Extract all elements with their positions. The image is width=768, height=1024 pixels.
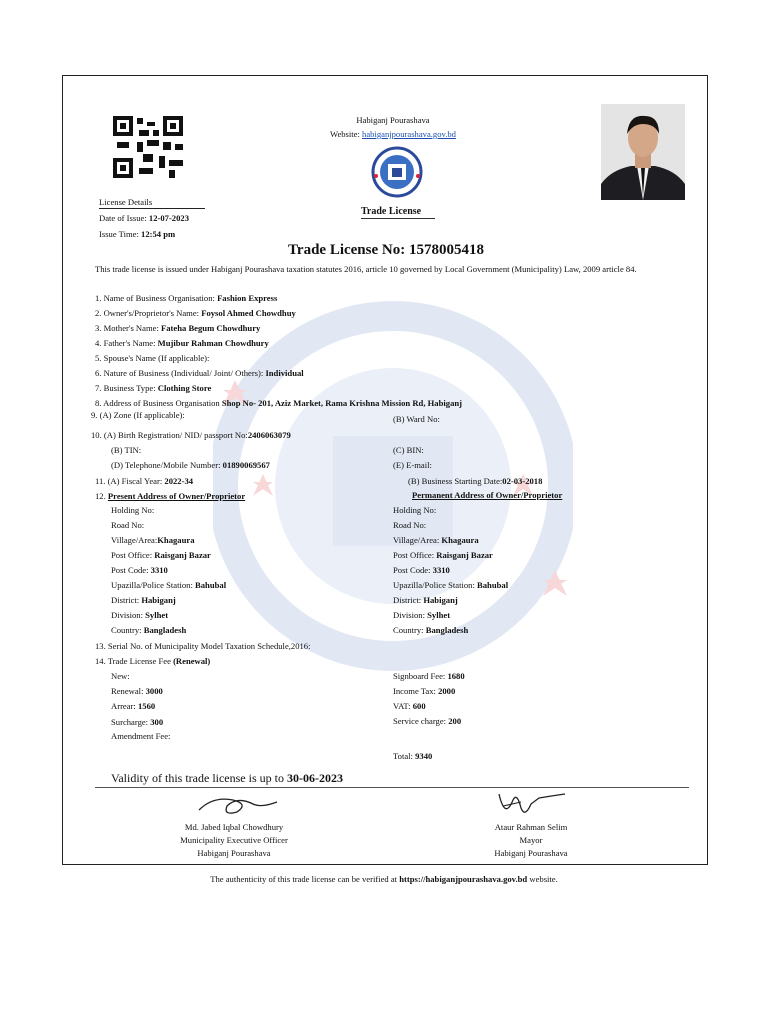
fee-heading: 14. Trade License Fee (Renewal): [95, 656, 211, 666]
birth-row: 10. (A) Birth Registration/ NID/ passport No:2406063079: [91, 430, 291, 440]
signatory-left-org: Habiganj Pourashava: [197, 848, 271, 858]
email-row: (E) E-mail:: [393, 460, 432, 470]
qr-code-icon: [113, 116, 183, 178]
fee-total: Total: 9340: [393, 751, 433, 761]
intro-paragraph: This trade license is issued under Habiganj Pourashava taxation statutes 2016, article 10 governed by Local Government (Municipality) Law, 2009 article 84.: [95, 264, 637, 274]
signatory-right-name: Ataur Rahman Selim: [494, 822, 568, 832]
permanent-district: District: Habiganj: [393, 595, 458, 605]
present-district: District: Habiganj: [111, 595, 176, 605]
owner-row: 2. Owner's/Proprietor's Name: Foysol Ahmed Chowdhuy: [95, 308, 296, 318]
signature-right-block: [461, 821, 601, 860]
signatory-right-role: Mayor: [519, 835, 543, 845]
present-upazila: Upazilla/Police Station: Bahubal: [111, 580, 227, 590]
verification-link[interactable]: https://habiganjpourashava.gov.bd: [399, 874, 528, 884]
fee-income-tax: Income Tax: 2000: [393, 686, 456, 696]
present-address-heading: 12. Present Address of Owner/Proprietor: [95, 491, 246, 501]
permanent-address-heading: Permanent Address of Owner/Proprietor: [412, 490, 563, 500]
fee-signboard: Signboard Fee: 1680: [393, 671, 465, 681]
fee-amendment: Amendment Fee:: [111, 731, 171, 741]
owner-photo: [601, 104, 685, 200]
fee-renewal: Renewal: 3000: [111, 686, 163, 696]
permanent-country: Country: Bangladesh: [393, 625, 469, 635]
permanent-division: Division: Sylhet: [393, 610, 451, 620]
start-date-row: (B) Business Starting Date:02-03-2018: [408, 476, 543, 486]
permanent-holding: Holding No:: [393, 505, 437, 515]
divider: [95, 787, 689, 788]
father-row: 4. Father's Name: Mujibur Rahman Chowdhury: [95, 338, 269, 348]
nature-row: 6. Nature of Business (Individual/ Joint/ Others): Individual: [95, 368, 304, 378]
zone-row: 9. (A) Zone (If applicable):: [91, 410, 185, 420]
validity-line: Validity of this trade license is up to 30-06-2023: [111, 771, 343, 785]
spouse-row: 5. Spouse's Name (If applicable):: [95, 353, 210, 363]
permanent-upazila: Upazilla/Police Station: Bahubal: [393, 580, 509, 590]
signature-left-icon: [193, 790, 283, 820]
license-number-title: Trade License No: 1578005418: [288, 242, 484, 258]
present-post-code: Post Code: 3310: [111, 565, 168, 575]
serial-row: 13. Serial No. of Municipality Model Taxation Schedule,2016:: [95, 641, 311, 651]
business-name-row: 1. Name of Business Organisation: Fashion Express: [95, 293, 278, 303]
permanent-post-code: Post Code: 3310: [393, 565, 450, 575]
present-road: Road No:: [111, 520, 145, 530]
present-holding: Holding No:: [111, 505, 155, 515]
issue-date: Date of Issue: 12-07-2023: [99, 213, 189, 223]
address-row: 8. Address of Business Organisation Shop No- 201, Aziz Market, Rama Krishna Mission Rd, Habiganj: [95, 398, 463, 408]
trade-license-underline: [361, 218, 435, 219]
license-details-heading: License Details: [99, 197, 153, 207]
mother-row: 3. Mother's Name: Fateha Begum Chowdhury: [95, 323, 261, 333]
municipality-emblem-icon: [366, 146, 428, 198]
fiscal-year-row: 11. (A) Fiscal Year: 2022-34: [95, 476, 194, 486]
signature-left-block: [149, 821, 319, 860]
type-row: 7. Business Type: Clothing Store: [95, 383, 212, 393]
signatory-right-org: Habiganj Pourashava: [494, 848, 568, 858]
signature-right-icon: [491, 790, 571, 822]
license-details-underline: [99, 208, 205, 209]
present-country: Country: Bangladesh: [111, 625, 187, 635]
org-name: Habiganj Pourashava: [356, 115, 430, 125]
permanent-post-office: Post Office: Raisganj Bazar: [393, 550, 493, 560]
website-line: Website: habiganjpourashava.gov.bd: [330, 129, 456, 139]
present-post-office: Post Office: Raisganj Bazar: [111, 550, 211, 560]
ward-row: (B) Ward No:: [393, 414, 440, 424]
tin-row: (B) TIN:: [111, 445, 142, 455]
issue-time: Issue Time: 12:54 pm: [99, 229, 176, 239]
present-village: Village/Area:Khagaura: [111, 535, 195, 545]
signatory-left-name: Md. Jabed Iqbal Chowdhury: [184, 822, 284, 832]
bin-row: (C) BIN:: [393, 445, 424, 455]
permanent-village: Village/Area: Khagaura: [393, 535, 479, 545]
trade-license-label: Trade License: [361, 206, 422, 217]
fee-surcharge: Surcharge: 300: [111, 717, 164, 727]
signatory-left-role: Municipality Executive Officer: [180, 835, 288, 845]
verification-footer: The authenticity of this trade license can be verified at https://habiganjpourashava.gov.bd website.: [210, 874, 558, 884]
present-division: Division: Sylhet: [111, 610, 169, 620]
phone-row: (D) Telephone/Mobile Number: 01890069567: [111, 460, 270, 470]
trade-license-document: [62, 75, 708, 865]
fee-arrear: Arrear: 1560: [111, 701, 156, 711]
fee-vat: VAT: 600: [393, 701, 426, 711]
website-link[interactable]: habiganjpourashava.gov.bd: [362, 129, 456, 139]
permanent-road: Road No:: [393, 520, 427, 530]
fee-new: New:: [111, 671, 130, 681]
fee-service-charge: Service charge: 200: [393, 716, 462, 726]
